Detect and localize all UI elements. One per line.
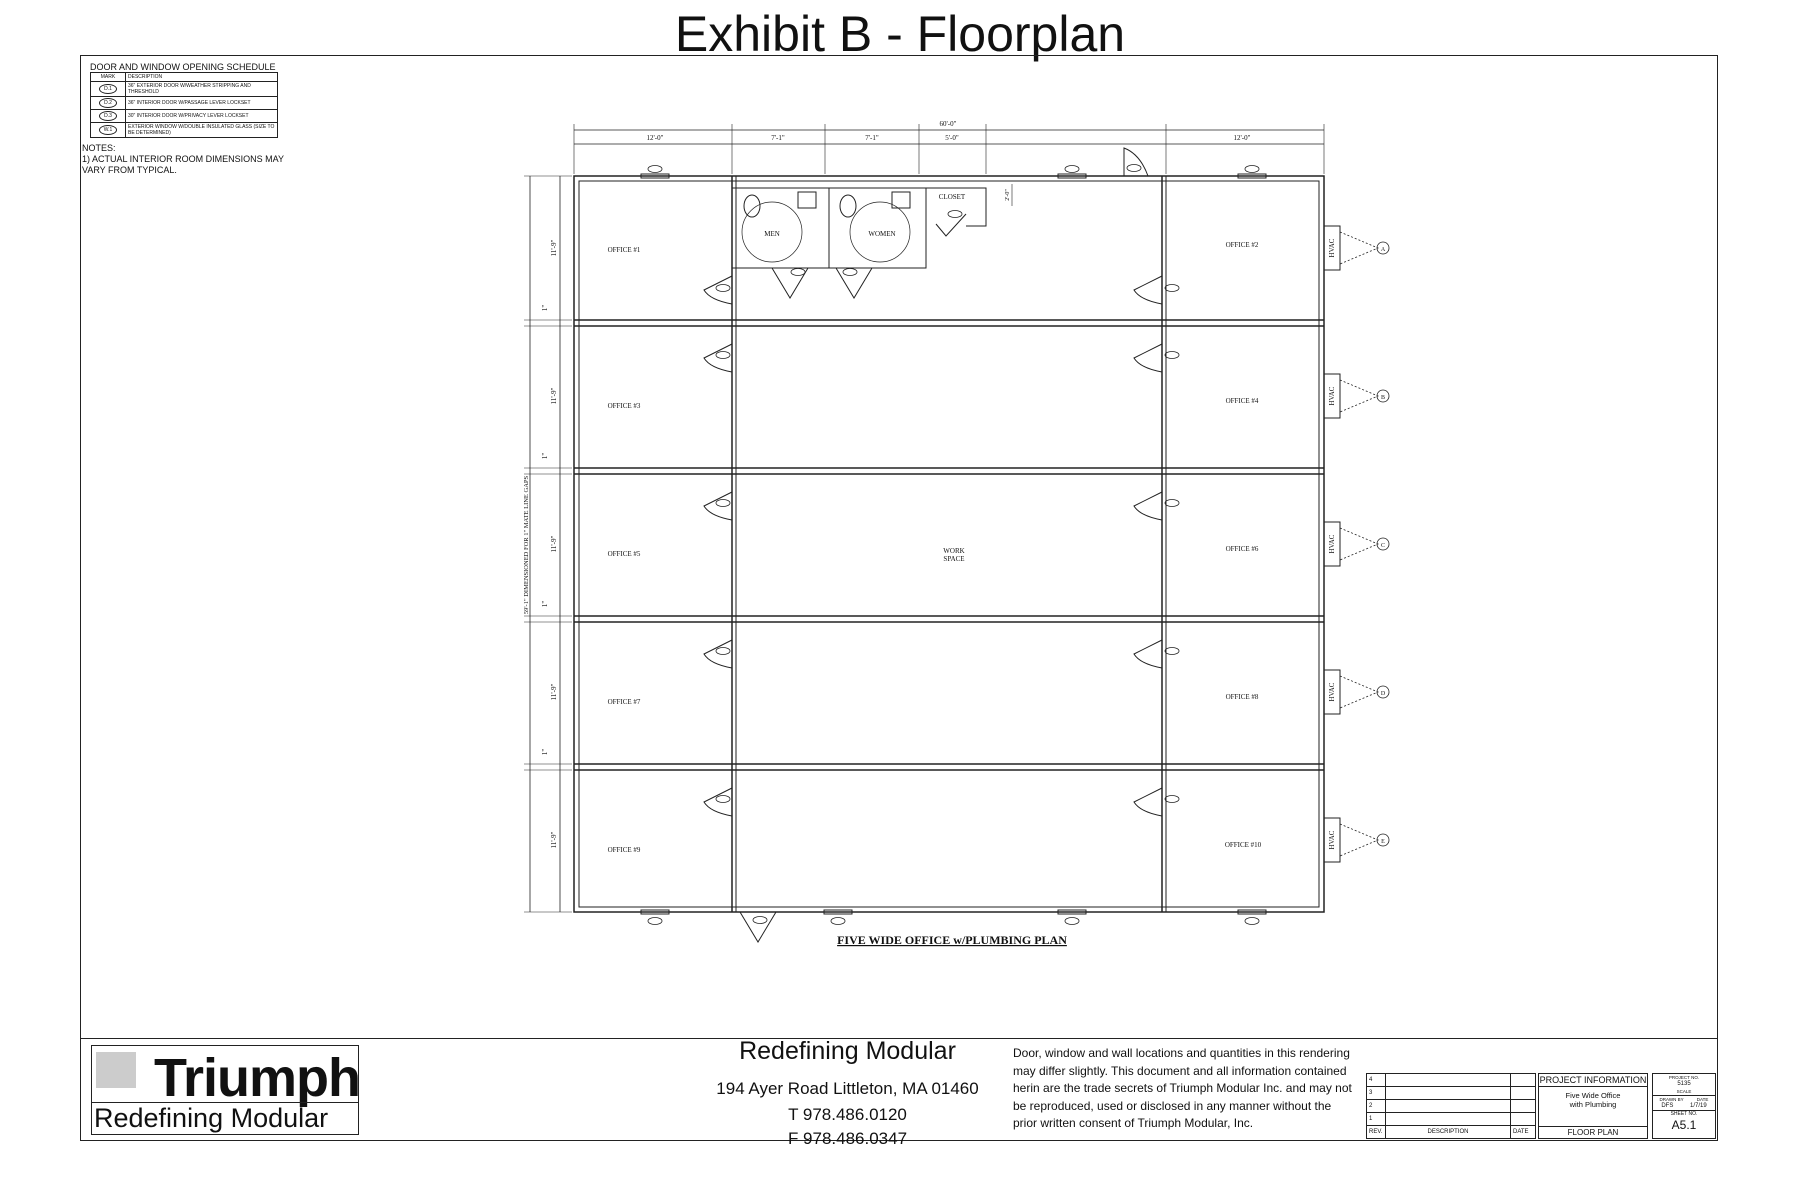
description-label: DESCRIPTION: [1386, 1126, 1511, 1139]
door-tag-icon: [716, 285, 730, 292]
rev-label: REV.: [1367, 1126, 1386, 1139]
page-title: Exhibit B - Floorplan: [674, 6, 1126, 62]
width-dimension: 12'-0": [1233, 134, 1251, 142]
revision-table: [1366, 1073, 1536, 1139]
hvac-mark: E: [1381, 839, 1385, 845]
sink-icon: [798, 192, 816, 208]
drawn-by: DFS: [1661, 1103, 1674, 1109]
height-dimension: 11'-9": [550, 535, 558, 553]
project-no-label: PROJECT NO.: [1668, 1075, 1700, 1080]
schedule-col-mark: MARK: [91, 73, 126, 82]
door-swing-icon: [704, 344, 732, 372]
room-label-office-4: OFFICE #4: [1225, 397, 1259, 405]
door-swing-icon: [1134, 788, 1162, 816]
schedule-title: DOOR AND WINDOW OPENING SCHEDULE: [90, 62, 276, 72]
hvac-leader: [1340, 380, 1378, 412]
mate-gap-dimension: 1": [541, 304, 549, 312]
logo-mark-icon: [96, 1052, 136, 1088]
room-label-closet: CLOSET: [938, 193, 966, 201]
height-dimension: 11'-9": [550, 683, 558, 701]
door-swing-icon: [772, 268, 808, 298]
schedule-description: EXTERIOR WINDOW W/DOUBLE INSULATED GLASS (SIZE TO BE DETERMINED): [126, 123, 278, 138]
project-info-header: PROJECT INFORMATION: [1539, 1075, 1647, 1085]
door-swing-icon: [1134, 492, 1162, 520]
door-tag-icon: [1165, 796, 1179, 803]
schedule-description: 36" EXTERIOR DOOR W/WEATHER STRIPPING AND THRESHOLD: [126, 82, 278, 97]
room-label-work-space: SPACE: [943, 555, 965, 563]
window-tag-icon: [648, 918, 662, 925]
room-label-office-8: OFFICE #8: [1225, 693, 1259, 701]
width-dimension: 7'-1": [865, 134, 879, 142]
window-tag-icon: [831, 918, 845, 925]
room-label-office-10: OFFICE #10: [1224, 841, 1262, 849]
date-label: DATE: [1696, 1097, 1709, 1102]
door-tag-icon: [843, 269, 857, 276]
schedule-mark: D.2: [99, 98, 117, 108]
company-address: 194 Ayer Road Littleton, MA 01460: [716, 1079, 979, 1098]
hvac-label: HVAC: [1328, 830, 1336, 850]
height-dimension: 11'-9": [550, 239, 558, 257]
hvac-mark: A: [1380, 247, 1386, 253]
hvac-label: HVAC: [1328, 534, 1336, 554]
door-tag-icon: [948, 211, 962, 218]
schedule-col-description: DESCRIPTION: [126, 73, 278, 82]
door-tag-icon: [1127, 165, 1141, 172]
door-tag-icon: [716, 648, 730, 655]
exterior-wall-inner: [579, 181, 1319, 907]
company-phone: T 978.486.0120: [788, 1105, 907, 1124]
company-fax: F 978.486.0347: [787, 1129, 908, 1148]
window-tag-icon: [1065, 166, 1079, 173]
logo-wordmark: Triumph: [154, 1048, 360, 1108]
hvac-mark: C: [1380, 543, 1386, 549]
company-tagline: Redefining Modular: [739, 1037, 956, 1065]
hvac-label: HVAC: [1328, 386, 1336, 406]
mate-gap-dimension: 1": [541, 452, 549, 460]
schedule-mark: D.1: [99, 84, 117, 94]
window-tag-icon: [1065, 918, 1079, 925]
room-label-men: MEN: [764, 230, 780, 238]
door-swing-icon: [1134, 640, 1162, 668]
hvac-mark: B: [1380, 395, 1386, 401]
mate-gap-dimension: 1": [541, 600, 549, 608]
room-label-women: WOMEN: [868, 230, 896, 238]
toilet-icon: [840, 195, 856, 217]
window-tag-icon: [1245, 166, 1259, 173]
notes-heading: NOTES:: [82, 143, 116, 153]
door-tag-icon: [753, 917, 767, 924]
room-label-office-2: OFFICE #2: [1225, 241, 1259, 249]
overall-height-dimension: 59'-1" DIMENSIONED FOR 1" MATE LINE GAPS: [523, 475, 530, 615]
hvac-label: HVAC: [1328, 238, 1336, 258]
revision-number: 1: [1367, 1113, 1386, 1126]
notes-line: VARY FROM TYPICAL.: [82, 165, 177, 175]
revision-number: 2: [1367, 1100, 1386, 1113]
door-swing-icon: [1134, 276, 1162, 304]
exterior-door-swing-icon: [1124, 148, 1148, 176]
disclaimer-text: Door, window and wall locations and quantities in this rendering may differ slightly. This document and all information contained herin are the trade secrets of Triumph Modular Inc. and may not be reproduced, used or disclosed in any manner without the prior written consent of Triumph Modular, Inc.: [1013, 1046, 1352, 1130]
revision-number: 4: [1367, 1074, 1386, 1087]
project-info-box: [1538, 1073, 1648, 1139]
logo-tagline: Redefining Modular: [92, 1102, 358, 1133]
height-dimension: 11'-9": [550, 387, 558, 405]
hvac-leader: [1340, 232, 1378, 264]
triumph-logo: [91, 1045, 359, 1135]
revision-number: 3: [1367, 1087, 1386, 1100]
door-swing-icon: [704, 640, 732, 668]
width-dimension: 12'-0": [646, 134, 664, 142]
closet-dimension: 2'-0": [1005, 189, 1011, 201]
schedule-description: 36" INTERIOR DOOR W/PASSAGE LEVER LOCKSET: [126, 97, 278, 110]
sheet-title: FLOOR PLAN: [1539, 1126, 1647, 1138]
hvac-leader: [1340, 824, 1378, 856]
room-label-office-3: OFFICE #3: [607, 402, 641, 410]
door-tag-icon: [791, 269, 805, 276]
door-tag-icon: [1165, 285, 1179, 292]
schedule-mark: D.3: [99, 111, 117, 121]
hvac-label: HVAC: [1328, 682, 1336, 702]
door-tag-icon: [1165, 648, 1179, 655]
plan-linework: [524, 124, 1389, 942]
width-dimension: 7'-1": [771, 134, 785, 142]
hvac-leader: [1340, 676, 1378, 708]
exterior-wall: [574, 176, 1324, 912]
door-swing-icon: [704, 788, 732, 816]
drawing-date: 1/7/19: [1689, 1103, 1707, 1109]
hvac-leader: [1340, 528, 1378, 560]
door-swing-icon: [704, 492, 732, 520]
company-info: [700, 1036, 995, 1150]
project-name: Five Wide Office: [1565, 1091, 1621, 1100]
door-tag-icon: [716, 352, 730, 359]
door-swing-icon: [836, 268, 872, 298]
project-name: with Plumbing: [1569, 1100, 1617, 1109]
door-swing-icon: [1134, 344, 1162, 372]
title-block: [1366, 1073, 1716, 1139]
scale-label: SCALE: [1653, 1088, 1715, 1096]
room-label-office-6: OFFICE #6: [1225, 545, 1259, 553]
room-label-office-1: OFFICE #1: [607, 246, 641, 254]
room-label-work-space: WORK: [943, 547, 965, 555]
room-label-office-7: OFFICE #7: [607, 698, 641, 706]
width-dimension: 5'-0": [945, 134, 959, 142]
door-tag-icon: [716, 796, 730, 803]
plan-labels: [523, 120, 1386, 947]
sheet-no-label: SHEET NO.: [1670, 1111, 1698, 1117]
door-tag-icon: [716, 500, 730, 507]
project-no: 5135: [1677, 1081, 1691, 1087]
room-label-office-9: OFFICE #9: [607, 846, 641, 854]
mate-gap-dimension: 1": [541, 748, 549, 756]
sheet-number: A5.1: [1671, 1118, 1697, 1132]
schedule-description: 30" INTERIOR DOOR W/PRIVACY LEVER LOCKSET: [126, 110, 278, 123]
drawn-by-label: DRAWN BY: [1659, 1097, 1684, 1102]
height-dimension: 11'-9": [550, 831, 558, 849]
room-label-office-5: OFFICE #5: [607, 550, 641, 558]
sheet-info-box: [1652, 1073, 1716, 1139]
date-label: DATE: [1511, 1126, 1536, 1139]
window-tag-icon: [1245, 918, 1259, 925]
hvac-mark: D: [1380, 691, 1386, 697]
notes-line: 1) ACTUAL INTERIOR ROOM DIMENSIONS MAY: [82, 154, 285, 164]
plan-caption: FIVE WIDE OFFICE w/PLUMBING PLAN: [837, 933, 1067, 947]
schedule-mark: W.1: [99, 125, 117, 135]
door-tag-icon: [1165, 352, 1179, 359]
door-tag-icon: [1165, 500, 1179, 507]
overall-width-dimension: 60'-0": [939, 120, 957, 128]
window-tag-icon: [648, 166, 662, 173]
